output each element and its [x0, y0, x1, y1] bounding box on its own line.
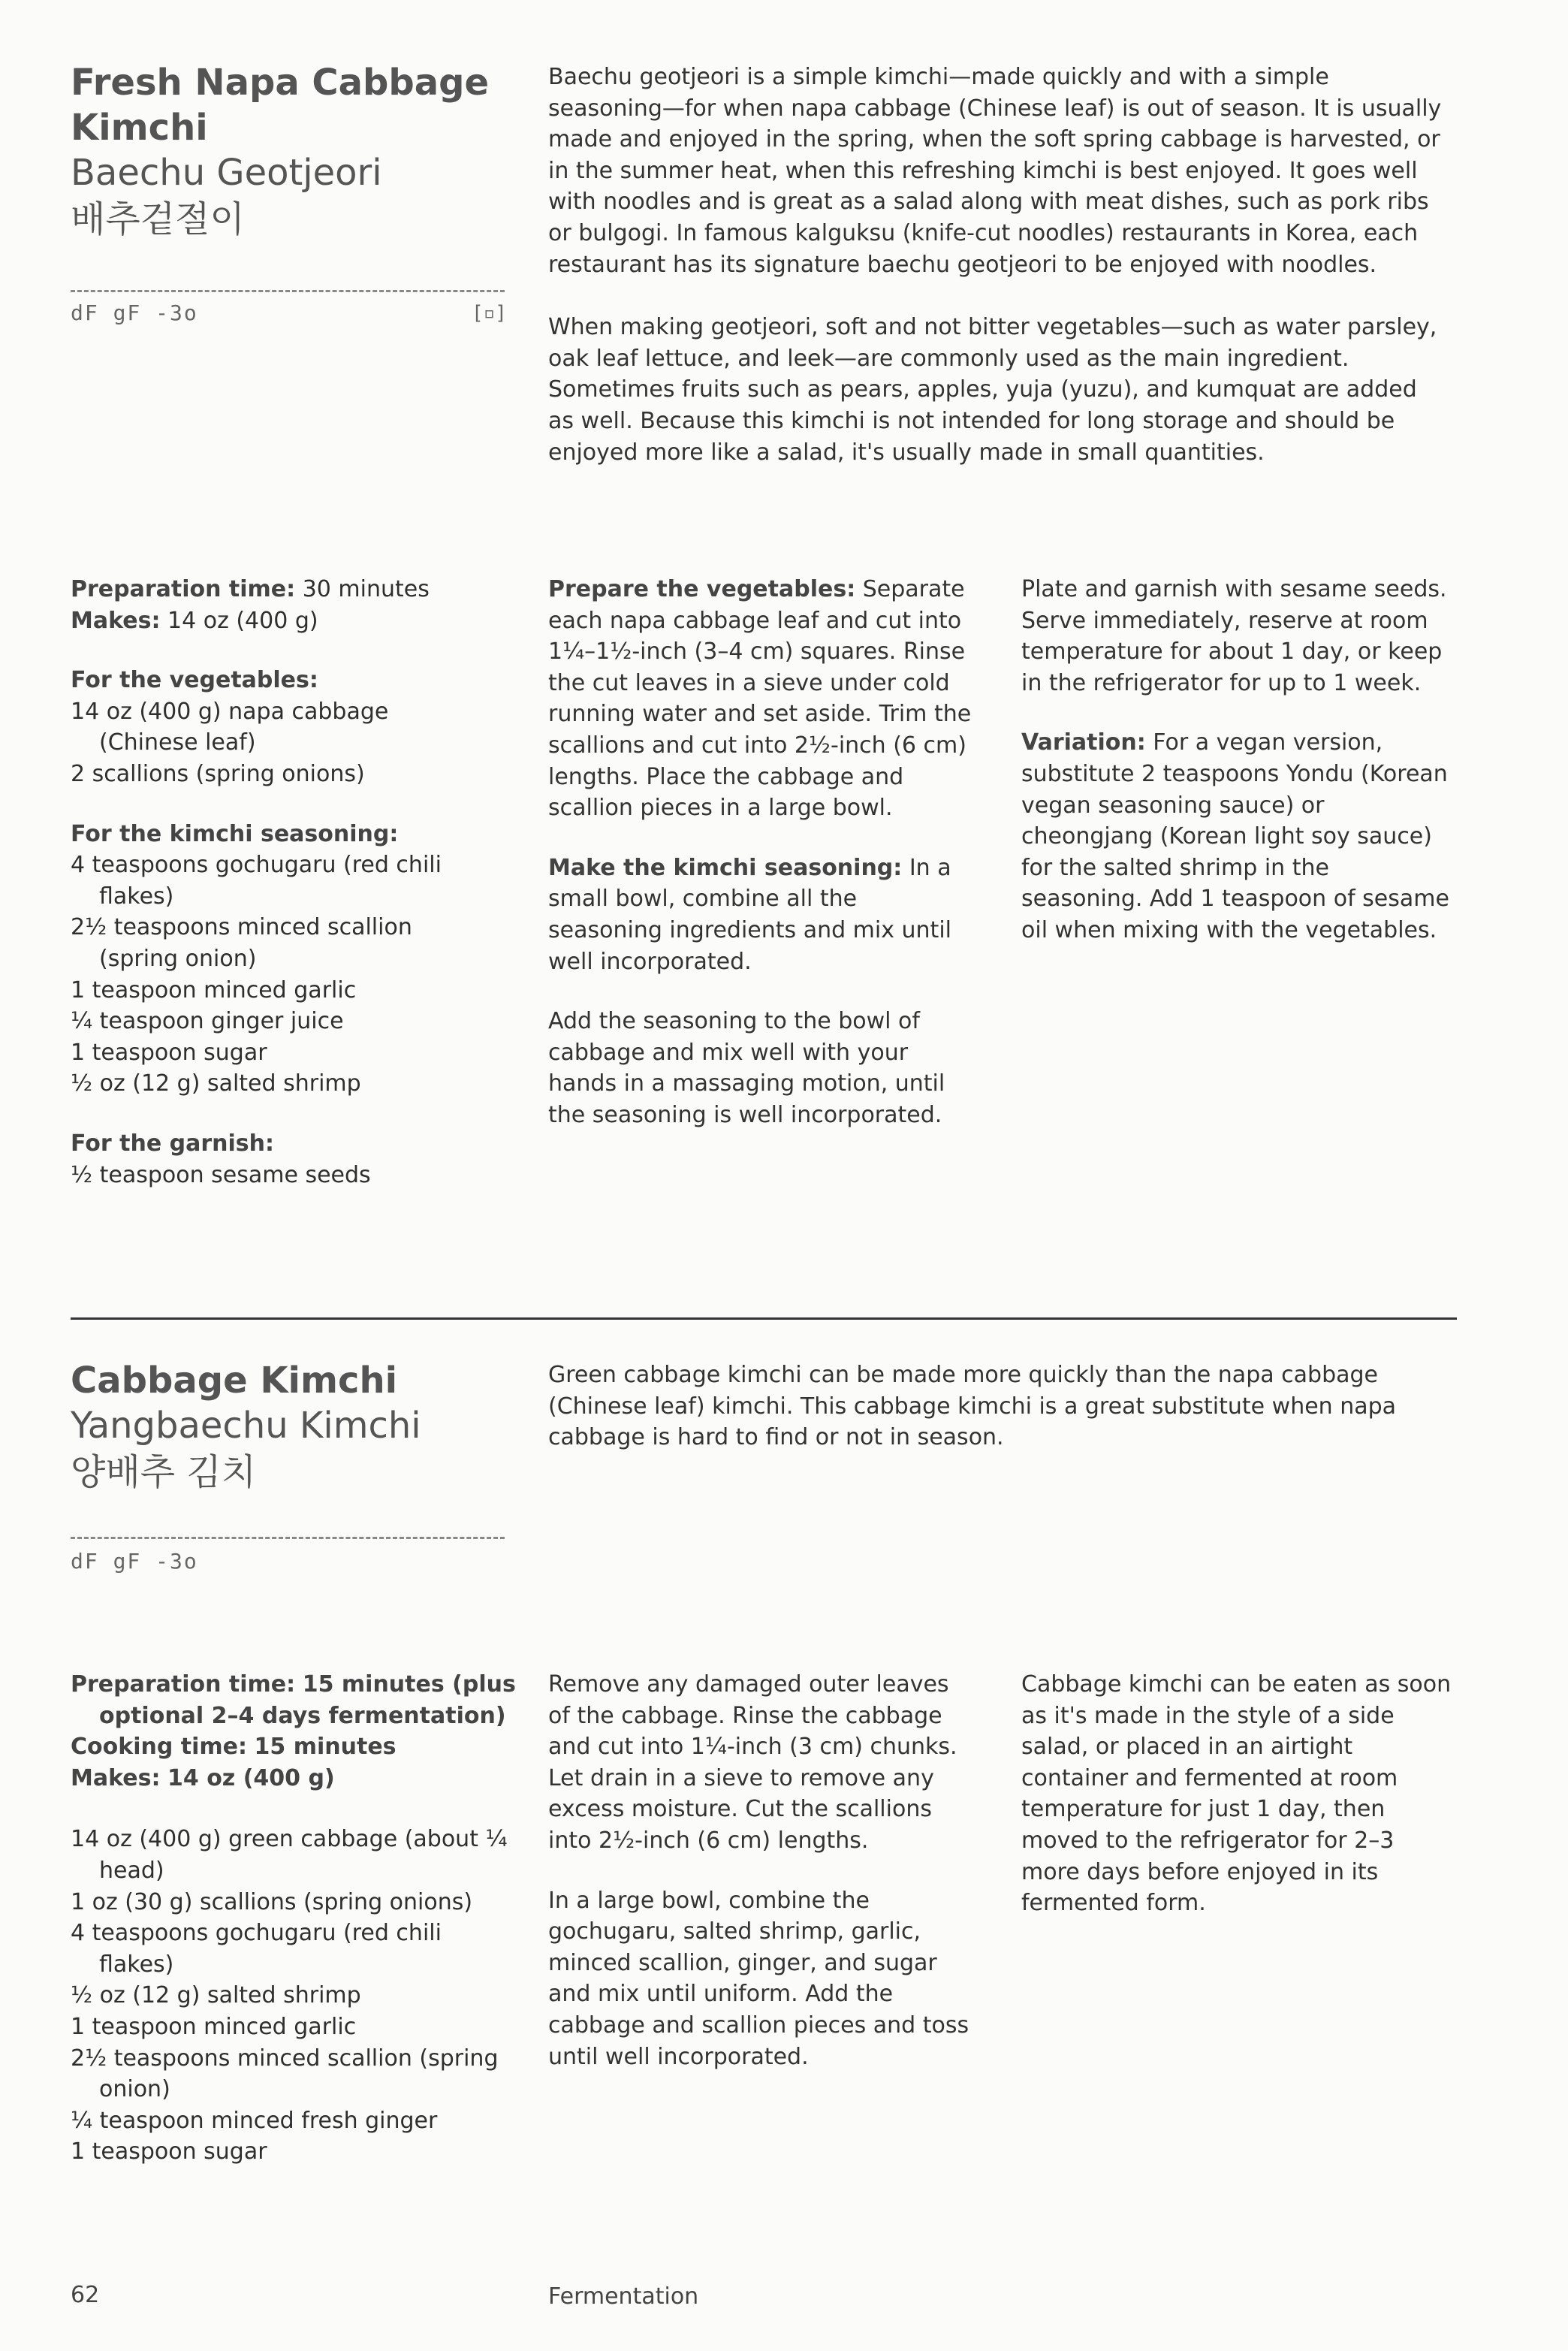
- recipe2-diet-tags: dF gF -3o: [71, 1549, 198, 1574]
- recipe1-prep-time: Preparation time: 30 minutes: [71, 576, 430, 602]
- ingredient-item: 2 scallions (spring onions): [71, 760, 365, 787]
- recipe1-divider: [71, 290, 505, 292]
- recipe1-step-seasoning: Make the kimchi seasoning: In a small bowl, combine all the seasoning ingredients and mix until well incorporated.: [548, 854, 951, 975]
- recipe1-intro-para1: Baechu geotjeori is a simple kimchi—made quickly and with a simple seasoning—for when napa cabbage (Chinese leaf) is out of season. It is usually made and enjoyed in the spring, when the soft spring cabbage is harvested, or in the summer heat, when this refreshing kimchi is best enjoyed. It goes well with noodles and is great as a salad along with meat dishes, such as pork ribs or bulgogi. In famous kalguksu (knife-cut noodles) restaurants in Korea, each restaurant has its signature baechu geotjeori to be enjoyed with noodles.: [548, 64, 1442, 278]
- ingredient-item: ¼ teaspoon minced fresh ginger: [71, 2107, 438, 2134]
- recipe1-seasoning-header: For the kimchi seasoning:: [71, 820, 399, 847]
- recipe2-step-serve: Cabbage kimchi can be eaten as soon as it's made in the style of a side salad, or placed in an airtight container and fermented at room temperature for just 1 day, then moved to the refrigerator for 2–3 more days before enjoyed in its fermented form.: [1021, 1671, 1452, 1917]
- recipe2-method-column-2: [1021, 1669, 1457, 1948]
- recipe1-intro: [548, 62, 1449, 499]
- recipe1-intro-para2: When making geotjeori, soft and not bitter vegetables—such as water parsley, oak leaf lettuce, and leek—are commonly used as the main ingredient. Sometimes fruits such as pears, apples, yuja (yuzu), and kumquat are added as well. Because this kimchi is not intended for long storage and should be enjoyed more like a salad, it's usually made in small quantities.: [548, 314, 1437, 466]
- ingredient-item: 4 teaspoons gochugaru (red chili flakes): [71, 852, 442, 910]
- recipe2-cook-time: Cooking time: 15 minutes: [71, 1734, 397, 1761]
- ingredient-item: 1 teaspoon sugar: [71, 2138, 267, 2165]
- ingredient-item: ½ teaspoon sesame seeds: [71, 1161, 371, 1188]
- recipe1-step-mix: Add the seasoning to the bowl of cabbage and mix well with your hands in a massaging motion, until the seasoning is well incorporated.: [548, 1008, 945, 1128]
- ingredient-item: 1 teaspoon sugar: [71, 1039, 267, 1066]
- section-divider: [71, 1317, 1457, 1320]
- recipe2-title-korean: 양배추 김치: [71, 1451, 257, 1493]
- ingredient-item: ¼ teaspoon ginger juice: [71, 1008, 344, 1035]
- recipe1-makes: Makes: 14 oz (400 g): [71, 607, 318, 634]
- recipe2-step-mix: In a large bowl, combine the gochugaru, salted shrimp, garlic, minced scallion, ginger, and sugar and mix until uniform. Add the cabbage and scallion pieces and toss until well incorporated.: [548, 1887, 969, 2070]
- recipe1-vegan-icon: [▫]: [472, 302, 507, 324]
- recipe2-title-romanized: Yangbaechu Kimchi: [71, 1405, 421, 1447]
- recipe2-ingredients-column: [71, 1669, 521, 2168]
- ingredient-item: 4 teaspoons gochugaru (red chili flakes): [71, 1920, 442, 1978]
- recipe2-prep-time: Preparation time: 15 minutes (plus optional 2–4 days fermentation): [71, 1671, 516, 1729]
- recipe1-variation: Variation: For a vegan version, substitute 2 teaspoons Yondu (Korean vegan seasoning sauce) or cheongjang (Korean light soy sauce) for the salted shrimp in the seasoning. Add 1 teaspoon of sesame oil when mixing with the vegetables.: [1021, 729, 1449, 943]
- ingredient-item: 2½ teaspoons minced scallion (spring onion): [71, 2045, 499, 2103]
- page-number: 62: [71, 2282, 100, 2308]
- ingredient-item: ½ oz (12 g) salted shrimp: [71, 1982, 361, 2009]
- recipe1-step-serve: Plate and garnish with sesame seeds. Serve immediately, reserve at room temperature for about 1 day, or keep in the refrigerator for up to 1 week.: [1021, 576, 1447, 696]
- recipe1-garnish-header: For the garnish:: [71, 1130, 274, 1157]
- ingredient-item: ½ oz (12 g) salted shrimp: [71, 1070, 361, 1097]
- recipe1-ingredients-column: [71, 574, 491, 1191]
- recipe2-method-column-1: [548, 1669, 976, 2101]
- recipe2-divider: [71, 1537, 505, 1539]
- recipe1-method-column-2: [1021, 574, 1457, 975]
- recipe1-title-romanized: Baechu Geotjeori: [71, 152, 382, 194]
- recipe2-intro-para: Green cabbage kimchi can be made more quickly than the napa cabbage (Chinese leaf) kimchi. This cabbage kimchi is a great substitute when napa cabbage is hard to find or not in season.: [548, 1362, 1397, 1451]
- recipe2-makes: Makes: 14 oz (400 g): [71, 1764, 335, 1791]
- recipe2-step-prepare: Remove any damaged outer leaves of the cabbage. Rinse the cabbage and cut into 1¼-inch (3 cm) chunks. Let drain in a sieve to remove any excess moisture. Cut the scallions into 2½-inch (6 cm) lengths.: [548, 1671, 957, 1854]
- recipe2-title-block: [71, 1358, 551, 1496]
- recipe1-method-column-1: [548, 574, 976, 1160]
- recipe1-title-korean: 배추겉절이: [71, 198, 245, 240]
- section-name: Fermentation: [548, 2283, 699, 2310]
- recipe2-title-en: Cabbage Kimchi: [71, 1360, 398, 1402]
- recipe1-step-prepare: Prepare the vegetables: Separate each napa cabbage leaf and cut into 1¼–1½-inch (3–4 cm) squares. Rinse the cut leaves in a sieve under cold running water and set aside. Trim the scallions and cut into 2½-inch (6 cm) lengths. Place the cabbage and scallion pieces in a large bowl.: [548, 576, 972, 822]
- ingredient-item: 14 oz (400 g) green cabbage (about ¼ head): [71, 1826, 508, 1884]
- recipe1-title-en-line2: Kimchi: [71, 107, 208, 149]
- ingredient-item: 1 teaspoon minced garlic: [71, 976, 357, 1003]
- ingredient-item: 1 oz (30 g) scallions (spring onions): [71, 1888, 473, 1915]
- recipe1-veg-header: For the vegetables:: [71, 667, 318, 694]
- recipe1-title-en-line1: Fresh Napa Cabbage: [71, 62, 490, 104]
- recipe1-diet-tags: dF gF -3o: [71, 300, 198, 325]
- ingredient-item: 14 oz (400 g) napa cabbage (Chinese leaf): [71, 698, 389, 756]
- recipe1-title-block: [71, 60, 521, 243]
- recipe2-intro: [548, 1360, 1419, 1485]
- ingredient-item: 1 teaspoon minced garlic: [71, 2013, 357, 2040]
- ingredient-item: 2½ teaspoons minced scallion (spring onion): [71, 914, 412, 972]
